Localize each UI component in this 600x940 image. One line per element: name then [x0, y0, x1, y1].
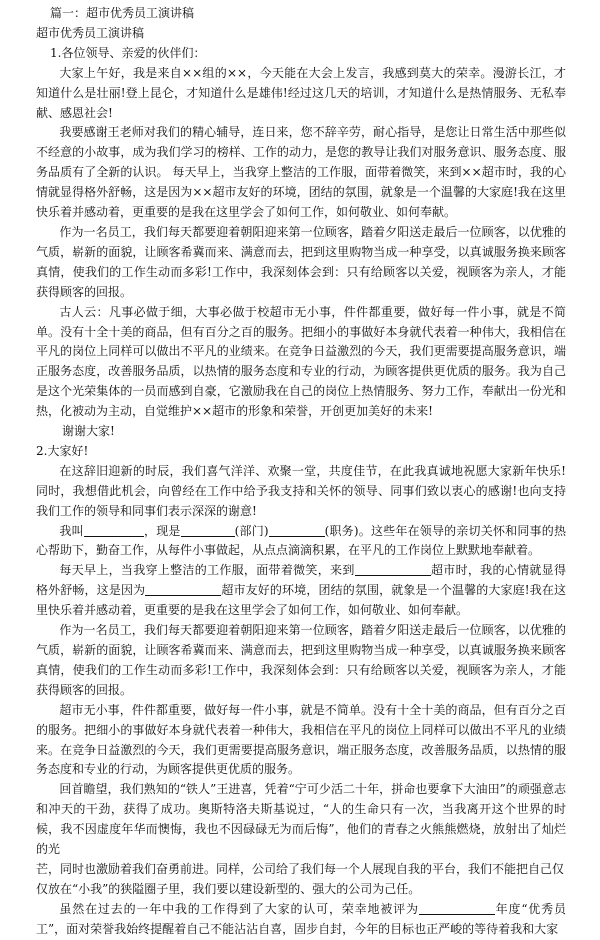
- morning-text: 超市友好的环境，团结的氛围，就象是一个温馨的大家庭!我在这里快乐着并感动着，更重要的是我在这里学会了如何工作，如何敬业、如何奉献。: [36, 583, 566, 618]
- section-2-paragraph: 回首瞻望，我们熟知的“铁人”王进喜，凭着“宁可少活二十年，拼命也要拿下大油田”的顽强意志和冲天的干劲，获得了成功。奥斯特洛夫斯基说过，“人的生命只有一次，当我离开这个世界的时候，我不因虚度年华而懊悔，我也不因碌碌无为而后悔”，他们的青春之火熊熊燃烧，放射出了灿烂的光: [36, 782, 566, 857]
- section-2-paragraph: 在这辞旧迎新的时辰，我们喜气洋洋、欢聚一堂，共度佳节，在此我真诚地祝愿大家新年快乐!同时，我想借此机会，向曾经在工作中给予我支持和关怀的领导、同事们致以衷心的感谢!也向支持我们工作的领导和同事们表示深深的谢意!: [36, 463, 566, 518]
- document-page: [36, 4, 566, 940]
- position-blank: [269, 524, 325, 537]
- intro-text: (部门): [234, 523, 269, 538]
- section-2-label: 2.大家好!: [36, 443, 89, 458]
- section-1-paragraph: 大家上午好，我是来自××组的××，今天能在大会上发言，我感到莫大的荣幸。漫游长江，才知道什么是壮丽!登上昆仑，才知道什么是雄伟!经过这几天的培训，才知道什么是热情服务、无私奉献、感恩社会!: [36, 65, 566, 120]
- section-1-paragraph: 我要感谢王老师对我们的精心辅导，连日来，您不辞辛劳，耐心指导，是您让日常生活中那些似不经意的小故事，成为我们学习的榜样、工作的动力，是您的教导让我们对服务意识、服务态度、服务品质有了全新的认识。 每天早上，当我穿上整洁的工作服，面带着微笑，来到××超市时，我的心情就显得格外舒畅，这是因为××超市友好的环境，团结的氛围，就象是一个温馨的大家庭!我在这里快乐着并感动着，更重要的是我在这里学会了如何工作，如何敬业、如何奉献。: [36, 125, 566, 220]
- morning-text: 每天早上，当我穿上整洁的工作服，面带着微笑，来到: [59, 563, 355, 578]
- year-blank: [419, 902, 495, 915]
- intro-text: ，现是: [143, 523, 181, 538]
- section-2-paragraph: 超市无小事，件件都重要，做好每一件小事，就是不简单。没有十全十美的商品，但有百分之百的服务。把细小的事做好本身就代表着一种伟大，我相信在平凡的岗位上同样可以做出不平凡的业绩来。在竞争日益激烈的今天，我们更需要提高服务意识，端正服务态度，改善服务品质，以热情的服务态度和专业的行动，为顾客提供更优质的服务。: [36, 702, 566, 777]
- section-2-morning-paragraph: [36, 561, 566, 621]
- section-2-award-paragraph: [36, 900, 566, 940]
- morning-text: 超市时，我的心情就显得格外舒畅，这是因为: [36, 563, 566, 598]
- supermarket-blank: [145, 583, 221, 596]
- supermarket-blank: [355, 563, 431, 576]
- document-subheading: 超市优秀员工演讲稿: [36, 25, 145, 40]
- intro-text: (职务)。这些年在领导的亲切关怀和同事的热心帮助下，勤奋工作，从每件小事做起，从点点滴滴积累，在平凡的工作岗位上默默地奉献着。: [36, 523, 566, 558]
- document-heading: 篇一：超市优秀员工演讲稿: [50, 6, 195, 20]
- section-1-label: 1.各位领导、亲爱的伙伴们：: [50, 45, 206, 60]
- name-blank: [84, 524, 144, 537]
- department-blank: [181, 524, 235, 537]
- section-1-paragraph: 作为一名员工，我们每天都要迎着朝阳迎来第一位顾客，踏着夕阳送走最后一位顾客，以优雅的气质，崭新的面貌，让顾客希冀而来、满意而去，把到这里购物当成一种享受，以真诚服务换来顾客真情，使我们的工作生动而多彩!工作中，我深刻体会到：只有给顾客以关爱，视顾客为亲人，才能获得顾客的回报。: [36, 224, 566, 299]
- section-2-paragraph: 作为一名员工，我们每天都要迎着朝阳迎来第一位顾客，踏着夕阳送走最后一位顾客，以优雅的气质，崭新的面貌，让顾客希冀而来、满意而去，把到这里购物当成一种享受，以真诚服务换来顾客真情，使我们的工作生动而多彩!工作中，我深刻体会到：只有给顾客以关爱，视顾客为亲人，才能获得顾客的回报。: [36, 623, 566, 697]
- award-text: 年度“优秀员工”，面对荣誉我始终提醒着自己不能沾沾自喜，固步自封，今年的目标也正严峻的等待着我和大家: [36, 901, 566, 936]
- award-text: 虽然在过去的一年中我的工作得到了大家的认可，荣幸地被评为: [59, 901, 419, 916]
- section-2-paragraph-continuation: 芒，同时也激励着我们奋勇前进。同样，公司给了我们每一个人展现自我的平台，我们不能把自己仅仅放在“小我”的狭隘圈子里，我们要以建设新型的、强大的公司为己任。: [36, 861, 565, 896]
- section-1-paragraph: 古人云：凡事必做于细，大事必做于校超市无小事，件件都重要，做好每一件小事，就是不简单。没有十全十美的商品，但有百分之百的服务。把细小的事做好本身就代表着一种伟大，我相信在平凡的岗位上同样可以做出不平凡的业绩来。在竞争日益激烈的今天，我们更需要提高服务意识，端正服务态度，改善服务品质，以热情的服务态度和专业的行动，为顾客提供更优质的服务。我为自己是这个光荣集体的一员而感到自豪，它激励我在自己的岗位上热情服务、努力工作，奉献出一份光和热，化被动为主动，自觉维护××超市的形象和荣誉，开创更加美好的未来!: [36, 304, 566, 419]
- intro-text: 我叫: [59, 523, 84, 538]
- section-2-intro-paragraph: [36, 522, 566, 562]
- section-1-thanks: 谢谢大家!: [62, 424, 115, 439]
